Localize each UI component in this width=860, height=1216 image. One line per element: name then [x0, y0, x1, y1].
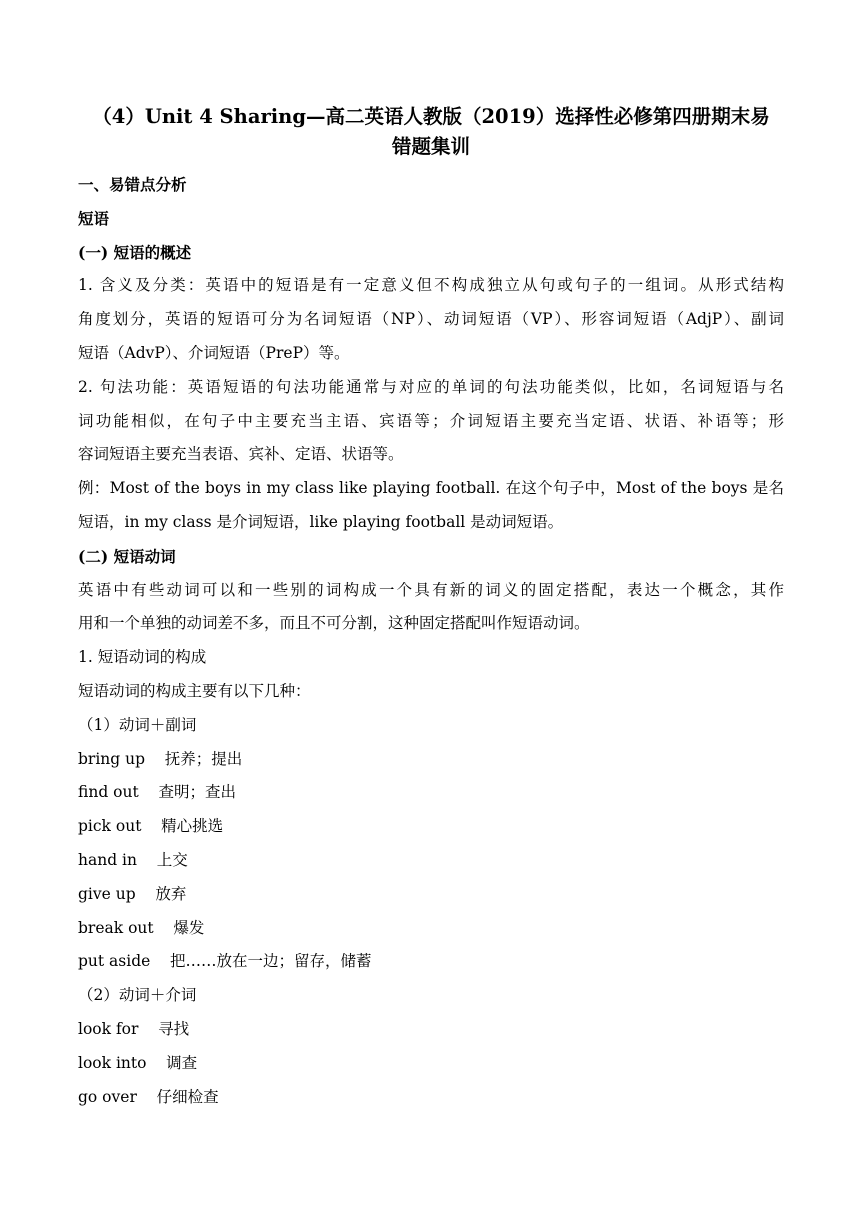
part1-p2-line1: 2. 句法功能：英语短语的句法功能通常与对应的单词的句法功能类似，比如，名词短语与名 — [78, 377, 784, 396]
phrase-zh: 把……放在一边；留存，储蓄 — [170, 952, 372, 971]
title-line-1: （4）Unit 4 Sharing—高二英语人教版（2019）选择性必修第四册期末易 — [92, 105, 770, 128]
phrase-en: look for — [78, 1019, 139, 1038]
document-page — [78, 102, 784, 1114]
group2-list — [78, 1013, 784, 1114]
part1-p2-line2: 词功能相似，在句子中主要充当主语、宾语等；介词短语主要充当定语、状语、补语等；形 — [78, 411, 784, 430]
phrase-en: look into — [78, 1053, 147, 1072]
phrase-zh: 寻找 — [158, 1019, 190, 1038]
document-title — [70, 102, 792, 162]
title-line-2: 错题集训 — [391, 135, 470, 158]
phrase-en: break out — [78, 918, 154, 937]
phrase-zh: 上交 — [156, 850, 188, 869]
part1-p2-line3: 容词短语主要充当表语、宾补、定语、状语等。 — [78, 445, 404, 464]
list-item — [78, 810, 784, 844]
phrase-en: give up — [78, 884, 136, 903]
phrase-zh: 放弃 — [155, 884, 187, 903]
part2-intro-line2: 用和一个单独的动词差不多，而且不可分割，这种固定搭配叫作短语动词。 — [78, 614, 590, 633]
list-item — [78, 878, 784, 912]
section-heading: 一、易错点分析 — [78, 175, 187, 194]
point1-intro: 短语动词的构成主要有以下几种： — [78, 681, 311, 700]
phrase-en: pick out — [78, 817, 142, 836]
phrase-zh: 仔细检查 — [156, 1087, 219, 1106]
part1-p1-line1: 1. 含义及分类：英语中的短语是有一定意义但不构成独立从句或句子的一组词。从形式结构 — [78, 276, 784, 295]
list-item — [78, 1081, 784, 1115]
phrase-zh: 抚养；提出 — [164, 749, 243, 768]
part2-heading: (二) 短语动词 — [78, 546, 176, 566]
example-line2: 短语，in my class 是介词短语，like playing football 是动词短语。 — [78, 512, 564, 531]
point1-heading: 1. 短语动词的构成 — [78, 648, 207, 667]
phrase-en: go over — [78, 1087, 137, 1106]
list-item — [78, 743, 784, 777]
part1-heading: (一) 短语的概述 — [78, 242, 192, 262]
phrase-zh: 查明；查出 — [158, 783, 236, 802]
list-item — [78, 912, 784, 946]
example-line1: 例：Most of the boys in my class like playing football. 在这个句子中，Most of the boys 是名 — [78, 479, 784, 498]
phrase-en: put aside — [78, 952, 151, 971]
list-item — [78, 844, 784, 878]
list-item — [78, 776, 784, 810]
list-item — [78, 945, 784, 979]
phrase-en: find out — [78, 783, 139, 802]
list-item — [78, 1047, 784, 1081]
part1-p1-line2: 角度划分，英语的短语可分为名词短语（NP）、动词短语（VP）、形容词短语（AdjP）、副词 — [78, 310, 784, 329]
part2-intro-line1: 英语中有些动词可以和一些别的词构成一个具有新的词义的固定搭配，表达一个概念，其作 — [78, 580, 784, 599]
phrase-zh: 精心挑选 — [161, 817, 224, 836]
phrase-zh: 调查 — [166, 1053, 198, 1072]
list-item — [78, 1013, 784, 1047]
part1-p1-line3: 短语（AdvP）、介词短语（PreP）等。 — [78, 343, 350, 362]
group1-list — [78, 743, 784, 980]
phrase-en: bring up — [78, 749, 146, 768]
phrase-zh: 爆发 — [173, 918, 205, 937]
phrase-en: hand in — [78, 850, 137, 869]
group2-label: （2）动词＋介词 — [78, 986, 197, 1005]
group1-label: （1）动词＋副词 — [78, 715, 197, 734]
sub-heading: 短语 — [78, 208, 110, 228]
